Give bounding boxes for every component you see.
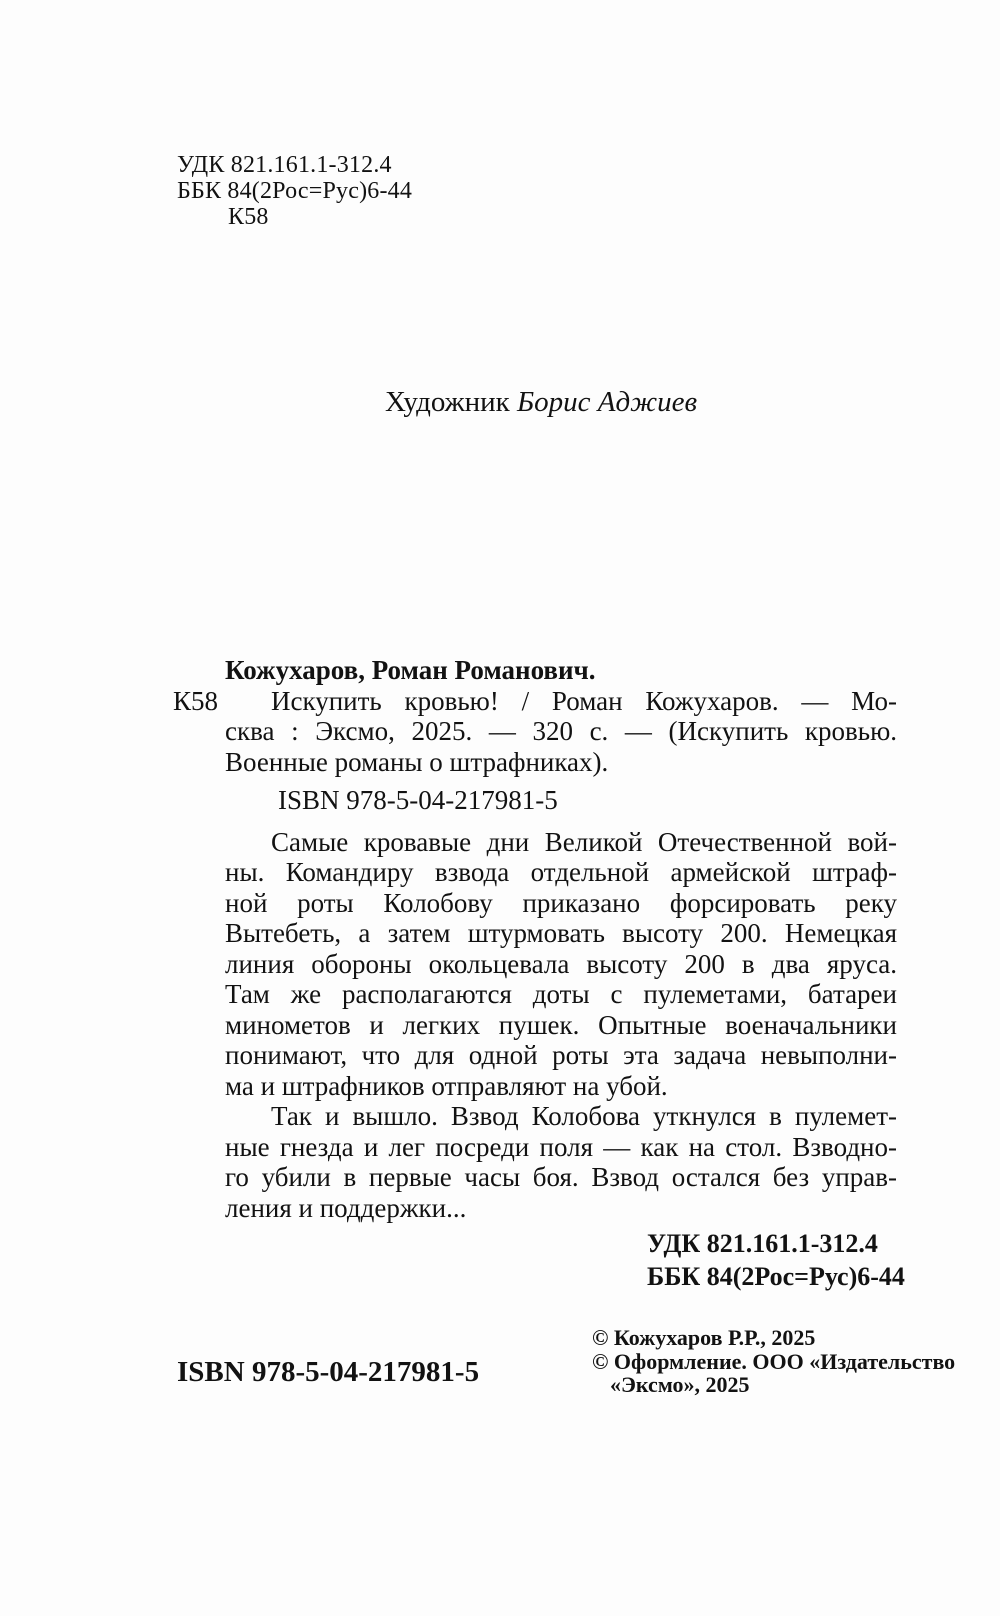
annotation-line: Так и вышло. Взвод Колобова уткнулся в пулемет- xyxy=(271,1101,897,1131)
copyright-line: © Кожухаров Р.Р., 2025 xyxy=(592,1325,816,1350)
artist-name: Борис Аджиев xyxy=(517,386,698,418)
catalog-entry-line: Искупить кровью! / Роман Кожухаров. — Мо- xyxy=(271,685,897,716)
catalog-entry-line: Военные романы о штрафниках). xyxy=(225,746,609,777)
catalog-entry xyxy=(225,686,897,778)
annotation-line: ны. Командиру взвода отдельной армейской штраф- xyxy=(225,857,897,887)
annotation xyxy=(225,827,897,1224)
copyright-line: «Эксмо», 2025 xyxy=(610,1372,750,1397)
annotation-line: го убили в первые часы боя. Взвод остался без управ- xyxy=(225,1162,897,1192)
bbk-code-bottom: ББК 84(2Рос=Рус)6-44 xyxy=(647,1262,905,1291)
catalog-entry-line: сква : Эксмо, 2025. — 320 с. — (Искупить кровью. xyxy=(225,716,897,746)
annotation-line: минометов и легких пушек. Опытные военачальники xyxy=(225,1009,897,1040)
classification-codes-bottom xyxy=(647,1227,905,1293)
annotation-line: линия обороны окольцевала высоту 200 в два яруса. xyxy=(225,948,897,979)
catalog-card xyxy=(173,655,897,1223)
catalog-isbn: ISBN 978-5-04-217981-5 xyxy=(278,785,558,815)
annotation-line: ные гнезда и лег посреди поля — как на стол. Взводно- xyxy=(225,1131,897,1162)
annotation-line: Вытебеть, а затем штурмовать высоту 200. Немецкая xyxy=(225,918,897,948)
annotation-line: ления и поддержки... xyxy=(225,1192,467,1223)
artist-credit-label: Художник xyxy=(385,386,518,418)
copyright-line: © Оформление. ООО «Издательство xyxy=(592,1348,956,1374)
artist-credit xyxy=(385,386,697,419)
author-sign: К58 xyxy=(228,204,269,230)
annotation-line: Там же располагаются доты с пулеметами, батареи xyxy=(225,979,897,1009)
isbn-footer: ISBN 978-5-04-217981-5 xyxy=(177,1356,480,1388)
udc-code-bottom: УДК 821.161.1-312.4 xyxy=(647,1229,878,1258)
bbk-code: ББК 84(2Рос=Рус)6-44 xyxy=(177,178,413,204)
classification-codes-top xyxy=(177,152,412,230)
udc-code: УДК 821.161.1-312.4 xyxy=(177,152,392,178)
copyright-block xyxy=(592,1326,955,1397)
annotation-line: Самые кровавые дни Великой Отечественной вой- xyxy=(271,826,897,857)
annotation-line: понимают, что для одной роты эта задача невыполни- xyxy=(225,1040,897,1070)
author-sign-margin: К58 xyxy=(173,685,219,716)
annotation-line: ной роты Колобову приказано форсировать реку xyxy=(225,887,897,918)
catalog-heading: Кожухаров, Роман Романович. xyxy=(225,655,596,685)
annotation-line: ма и штрафников отправляют на убой. xyxy=(225,1070,668,1101)
